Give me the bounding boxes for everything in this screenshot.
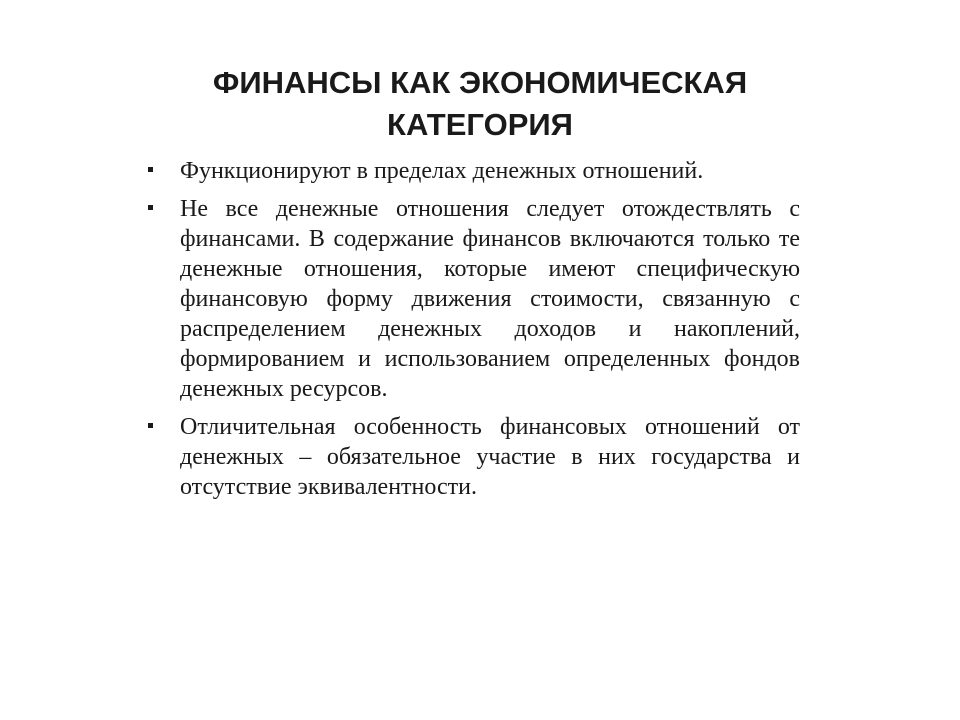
square-bullet-icon xyxy=(148,167,153,172)
slide-title-line-1: ФИНАНСЫ КАК ЭКОНОМИЧЕСКАЯ xyxy=(212,65,748,100)
bullet-item-2 xyxy=(148,194,800,404)
bullet-text-3: Отличительная особенность финансовых отношений от денежных – обязательное участие в них государства и отсутствие эквивалентности. xyxy=(180,414,800,500)
slide-title-line-2: КАТЕГОРИЯ xyxy=(387,107,573,142)
square-bullet-icon xyxy=(148,205,153,210)
bullet-item-1 xyxy=(148,156,800,186)
bullet-text-2: Не все денежные отношения следует отождествлять с финансами. В содержание финансов включаются только те денежные отношения, которые имеют специфическую финансовую форму движения стоимости, связанную с распределением денежных доходов и накоплений, формированием и использованием определенных фондов денежных ресурсов. xyxy=(180,196,800,402)
square-bullet-icon xyxy=(148,423,153,428)
slide-title xyxy=(100,62,860,146)
bullet-text-1: Функционируют в пределах денежных отношений. xyxy=(180,158,704,184)
bullet-list xyxy=(148,156,800,510)
bullet-item-3 xyxy=(148,412,800,502)
